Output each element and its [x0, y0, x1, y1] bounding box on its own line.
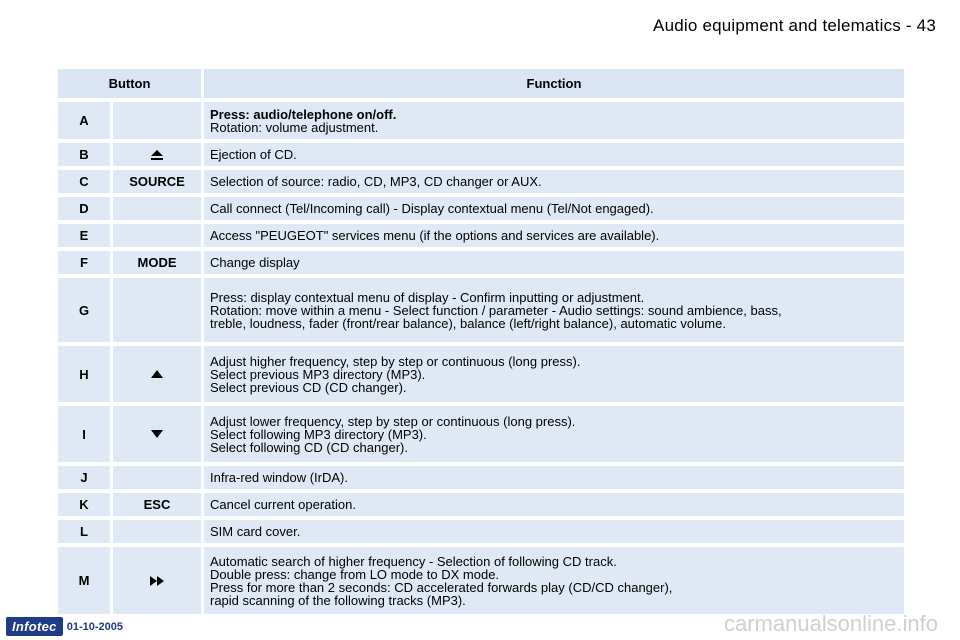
- button-symbol: [113, 251, 201, 274]
- description-line: SIM card cover.: [210, 524, 301, 539]
- table-row: [58, 251, 904, 274]
- description-line: Ejection of CD.: [210, 147, 297, 162]
- function-description: [204, 493, 904, 516]
- description-line: Press: display contextual menu of display - Confirm inputting or adjustment.: [210, 289, 645, 305]
- button-key: F: [58, 251, 110, 274]
- button-key: G: [58, 278, 110, 342]
- button-symbol: [113, 547, 201, 614]
- function-description: [204, 346, 904, 402]
- description-line: Change display: [210, 255, 300, 270]
- button-key: A: [58, 102, 110, 139]
- button-symbol: [113, 102, 201, 139]
- button-key: E: [58, 224, 110, 247]
- description-line: Select following MP3 directory (MP3).: [210, 426, 427, 442]
- table-header-row: [58, 69, 904, 98]
- button-symbol: [113, 493, 201, 516]
- up-arrow-icon: [151, 370, 163, 378]
- column-header-function: Function: [204, 69, 904, 98]
- button-key: B: [58, 143, 110, 166]
- document-date: 01-10-2005: [66, 620, 123, 633]
- description-line: Rotation: move within a menu - Select function / parameter - Audio settings: sound ambience, bass,: [210, 302, 782, 318]
- page-title: Audio equipment and telematics - 43: [653, 16, 936, 35]
- table-row: [58, 406, 904, 462]
- button-key: C: [58, 170, 110, 193]
- table-row: [58, 346, 904, 402]
- function-description: [204, 278, 904, 342]
- button-symbol: [113, 346, 201, 402]
- table-row: [58, 170, 904, 193]
- function-description: [204, 224, 904, 247]
- description-line: Select previous CD (CD changer).: [210, 379, 407, 395]
- button-key: K: [58, 493, 110, 516]
- button-label: ESC: [143, 497, 171, 512]
- description-line: Call connect (Tel/Incoming call) - Display contextual menu (Tel/Not engaged).: [210, 201, 654, 216]
- button-key: M: [58, 547, 110, 614]
- button-label: SOURCE: [129, 174, 185, 189]
- button-symbol: [113, 520, 201, 543]
- button-key: J: [58, 466, 110, 489]
- description-line: Press for more than 2 seconds: CD accelerated forwards play (CD/CD changer),: [210, 579, 673, 595]
- function-description: [204, 251, 904, 274]
- button-symbol: [113, 197, 201, 220]
- function-description: [204, 170, 904, 193]
- button-key: I: [58, 406, 110, 462]
- button-symbol: [113, 170, 201, 193]
- watermark: carmanualsonline.info: [723, 611, 938, 636]
- table-row: [58, 466, 904, 489]
- description-line: Select following CD (CD changer).: [210, 439, 408, 455]
- description-line: Adjust higher frequency, step by step or continuous (long press).: [210, 353, 581, 369]
- table-row: [58, 520, 904, 543]
- fast-forward-icon: [150, 576, 164, 586]
- button-function-table: [58, 69, 904, 618]
- function-description: [204, 197, 904, 220]
- button-symbol: [113, 466, 201, 489]
- button-symbol: [113, 406, 201, 462]
- button-key: D: [58, 197, 110, 220]
- function-description: [204, 143, 904, 166]
- eject-icon: [149, 150, 165, 160]
- function-description: [204, 547, 904, 614]
- table-row: [58, 224, 904, 247]
- table-row: [58, 547, 904, 614]
- description-line: Adjust lower frequency, step by step or continuous (long press).: [210, 413, 576, 429]
- function-description: [204, 520, 904, 543]
- table-row: [58, 197, 904, 220]
- description-line: treble, loudness, fader (front/rear balance), balance (left/right balance), automatic volume.: [210, 315, 726, 331]
- description-line: Press: audio/telephone on/off.: [210, 106, 397, 122]
- table-row: [58, 493, 904, 516]
- button-symbol: [113, 224, 201, 247]
- table-row: [58, 278, 904, 342]
- function-description: [204, 102, 904, 139]
- description-line: Access "PEUGEOT" services menu (if the options and services are available).: [210, 228, 660, 243]
- description-line: Rotation: volume adjustment.: [210, 119, 379, 135]
- footer: [6, 617, 123, 636]
- description-line: Selection of source: radio, CD, MP3, CD changer or AUX.: [210, 174, 542, 189]
- table-row: [58, 143, 904, 166]
- table-row: [58, 102, 904, 139]
- description-line: Automatic search of higher frequency - Selection of following CD track.: [210, 553, 617, 569]
- button-key: L: [58, 520, 110, 543]
- description-line: Cancel current operation.: [210, 497, 356, 512]
- column-header-button: Button: [58, 69, 201, 98]
- description-line: Infra-red window (IrDA).: [210, 470, 348, 485]
- button-key: H: [58, 346, 110, 402]
- description-line: rapid scanning of the following tracks (MP3).: [210, 592, 466, 608]
- infotec-logo: Infotec: [6, 617, 63, 636]
- down-arrow-icon: [151, 430, 163, 438]
- description-line: Double press: change from LO mode to DX mode.: [210, 566, 500, 582]
- description-line: Select previous MP3 directory (MP3).: [210, 366, 426, 382]
- function-description: [204, 406, 904, 462]
- button-symbol: [113, 278, 201, 342]
- function-description: [204, 466, 904, 489]
- button-label: MODE: [137, 255, 177, 270]
- button-symbol: [113, 143, 201, 166]
